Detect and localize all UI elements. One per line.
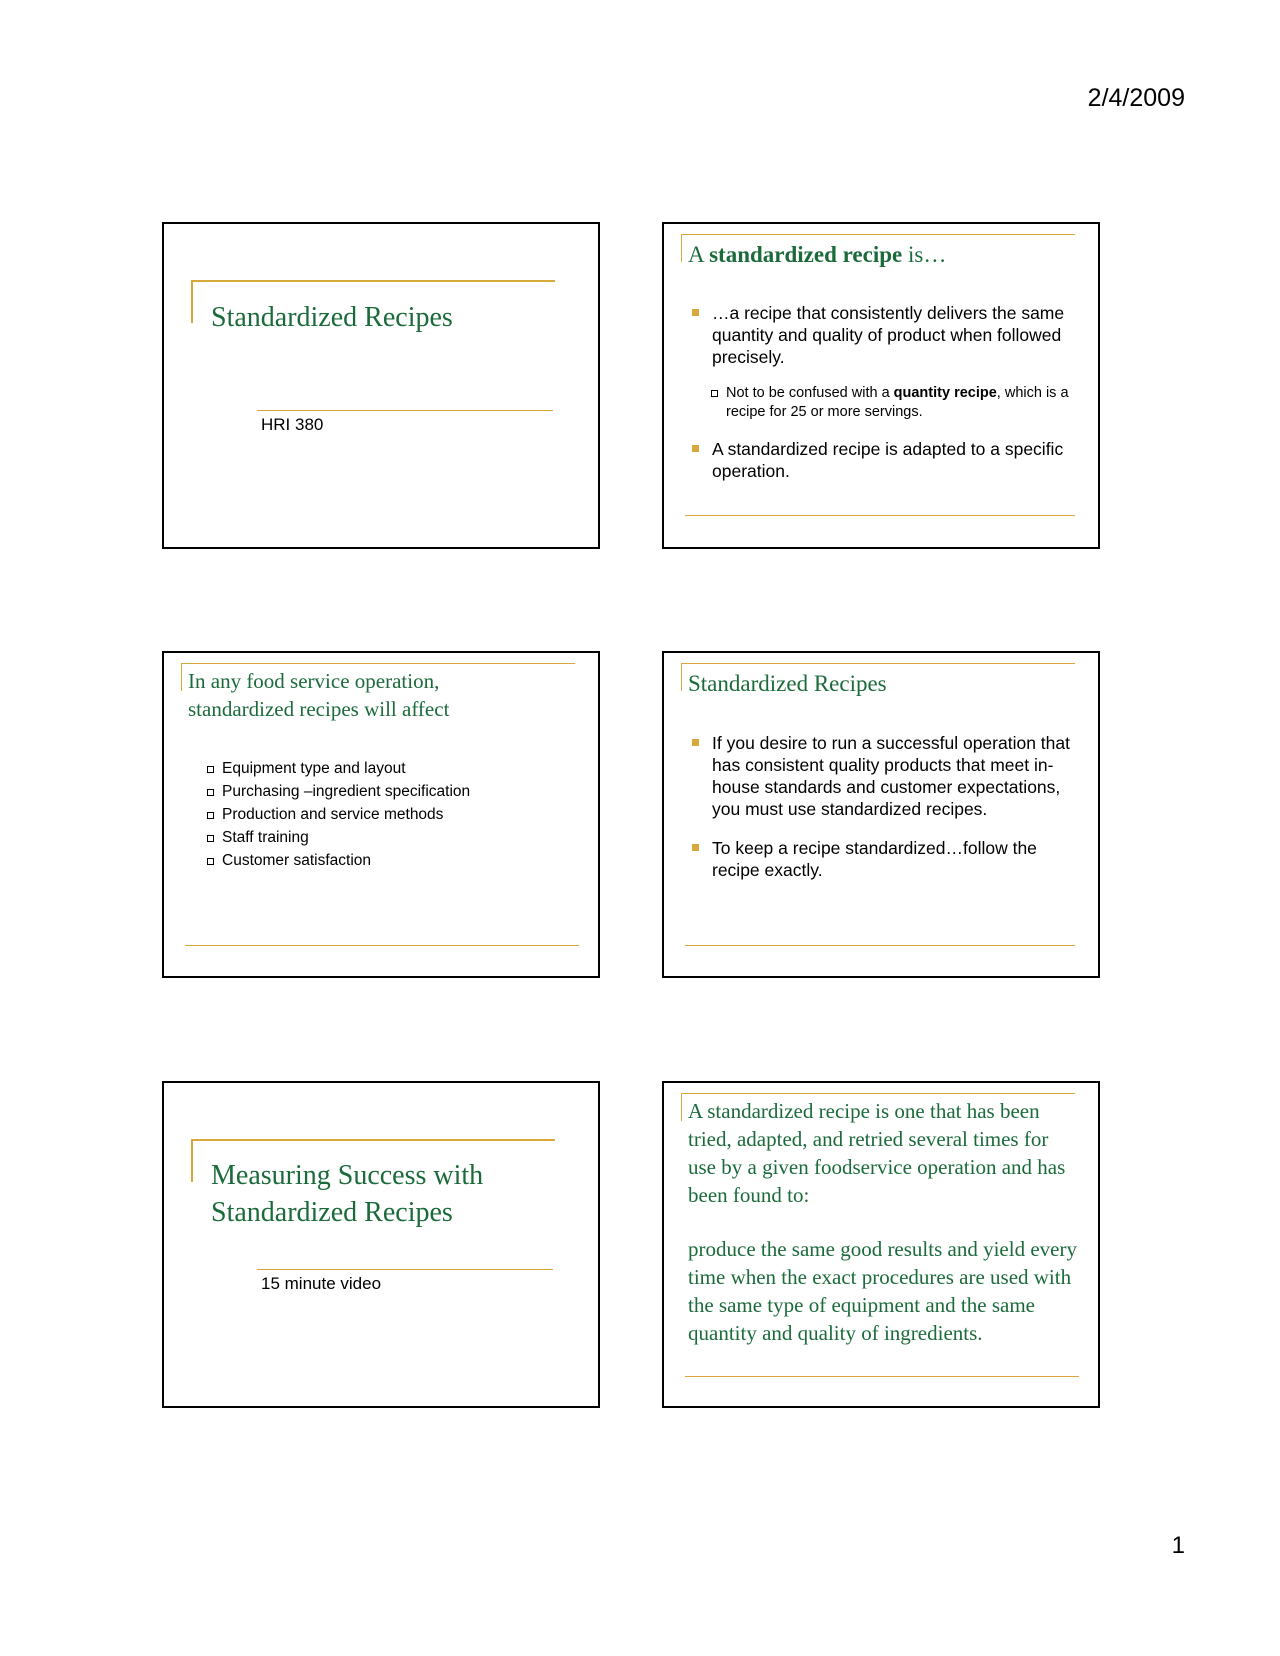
title-suffix: is…: [902, 242, 947, 267]
header-accent-horizontal: [181, 663, 575, 664]
footer-rule: [685, 1376, 1079, 1377]
title-accent-vertical: [191, 1139, 193, 1182]
footer-rule: [685, 945, 1075, 946]
slide-standardized-recipe-definition: [662, 222, 1100, 549]
slide-title: Standardized Recipes: [688, 671, 887, 696]
list-item: Production and service methods: [200, 803, 470, 826]
title-prefix: A: [688, 242, 710, 267]
list-item: Customer satisfaction: [200, 849, 470, 872]
title-accent-vertical: [191, 280, 193, 323]
sub-prefix: Not to be confused with a: [726, 385, 894, 401]
header-accent-vertical: [681, 1093, 682, 1121]
header-accent-vertical: [681, 234, 682, 262]
header-accent-horizontal: [681, 1093, 1075, 1094]
header-accent-horizontal: [681, 234, 1075, 235]
slide-title: Standardized Recipes: [211, 302, 453, 333]
slide-standardized-recipes-why: [662, 651, 1100, 978]
list-item: Equipment type and layout: [200, 757, 470, 780]
sub-bullet-quantity-recipe: [684, 384, 1080, 422]
list-item: Staff training: [200, 826, 470, 849]
slide-subtitle: HRI 380: [261, 415, 324, 434]
sub-bold: quantity recipe: [893, 385, 997, 401]
title-line-2: Standardized Recipes: [211, 1197, 453, 1228]
title-bold: standardized recipe: [709, 242, 903, 267]
page-date: 2/4/2009: [1087, 84, 1185, 112]
slide-subtitle: 15 minute video: [261, 1274, 382, 1293]
bullet-list: [684, 302, 1080, 482]
bullet-successful-operation: If you desire to run a successful operation that has consistent quality products that meet in-house standards and customer expectations, you must use standardized recipes.: [684, 732, 1080, 820]
slide-title: [211, 1157, 483, 1231]
title-accent-horizontal: [191, 1139, 555, 1141]
sub-suffix: , which is a recipe for 25 or more servings.: [726, 385, 1069, 420]
bullet-list: [684, 732, 1080, 881]
subtitle-rule: [257, 1269, 553, 1270]
footer-rule: [685, 515, 1075, 516]
bullet-definition: …a recipe that consistently delivers the same quantity and quality of product when followed precisely.: [684, 302, 1080, 368]
footer-rule: [185, 945, 579, 946]
subtitle-rule: [257, 410, 553, 411]
paragraph-definition: A standardized recipe is one that has been tried, adapted, and retried several times for use by a given foodservice operation and has been found to:: [688, 1099, 1066, 1207]
header-accent-vertical: [681, 663, 682, 691]
slide-title-measuring-success: [162, 1081, 600, 1408]
slide-recipe-tried-adapted: [662, 1081, 1100, 1408]
bullet-adapted: A standardized recipe is adapted to a specific operation.: [684, 438, 1080, 482]
title-accent-horizontal: [191, 280, 555, 282]
slide-will-affect: [162, 651, 600, 978]
bullet-follow-exactly: To keep a recipe standardized…follow the recipe exactly.: [684, 837, 1080, 881]
title-line-1: Measuring Success with: [211, 1160, 484, 1191]
header-accent-vertical: [181, 663, 182, 691]
slide-title: [688, 241, 946, 269]
list-item: Purchasing –ingredient specification: [200, 780, 470, 803]
page-number: 1: [1171, 1532, 1185, 1559]
slide-title-standardized-recipes: [162, 222, 600, 549]
header-accent-horizontal: [681, 663, 1075, 664]
paragraph-results: produce the same good results and yield every time when the exact procedures are used with the same type of equipment and the same quantity and quality of ingredients.: [688, 1237, 1077, 1345]
affect-list: [200, 757, 470, 872]
slide-title: In any food service operation, standardized recipes will affect: [188, 669, 450, 721]
